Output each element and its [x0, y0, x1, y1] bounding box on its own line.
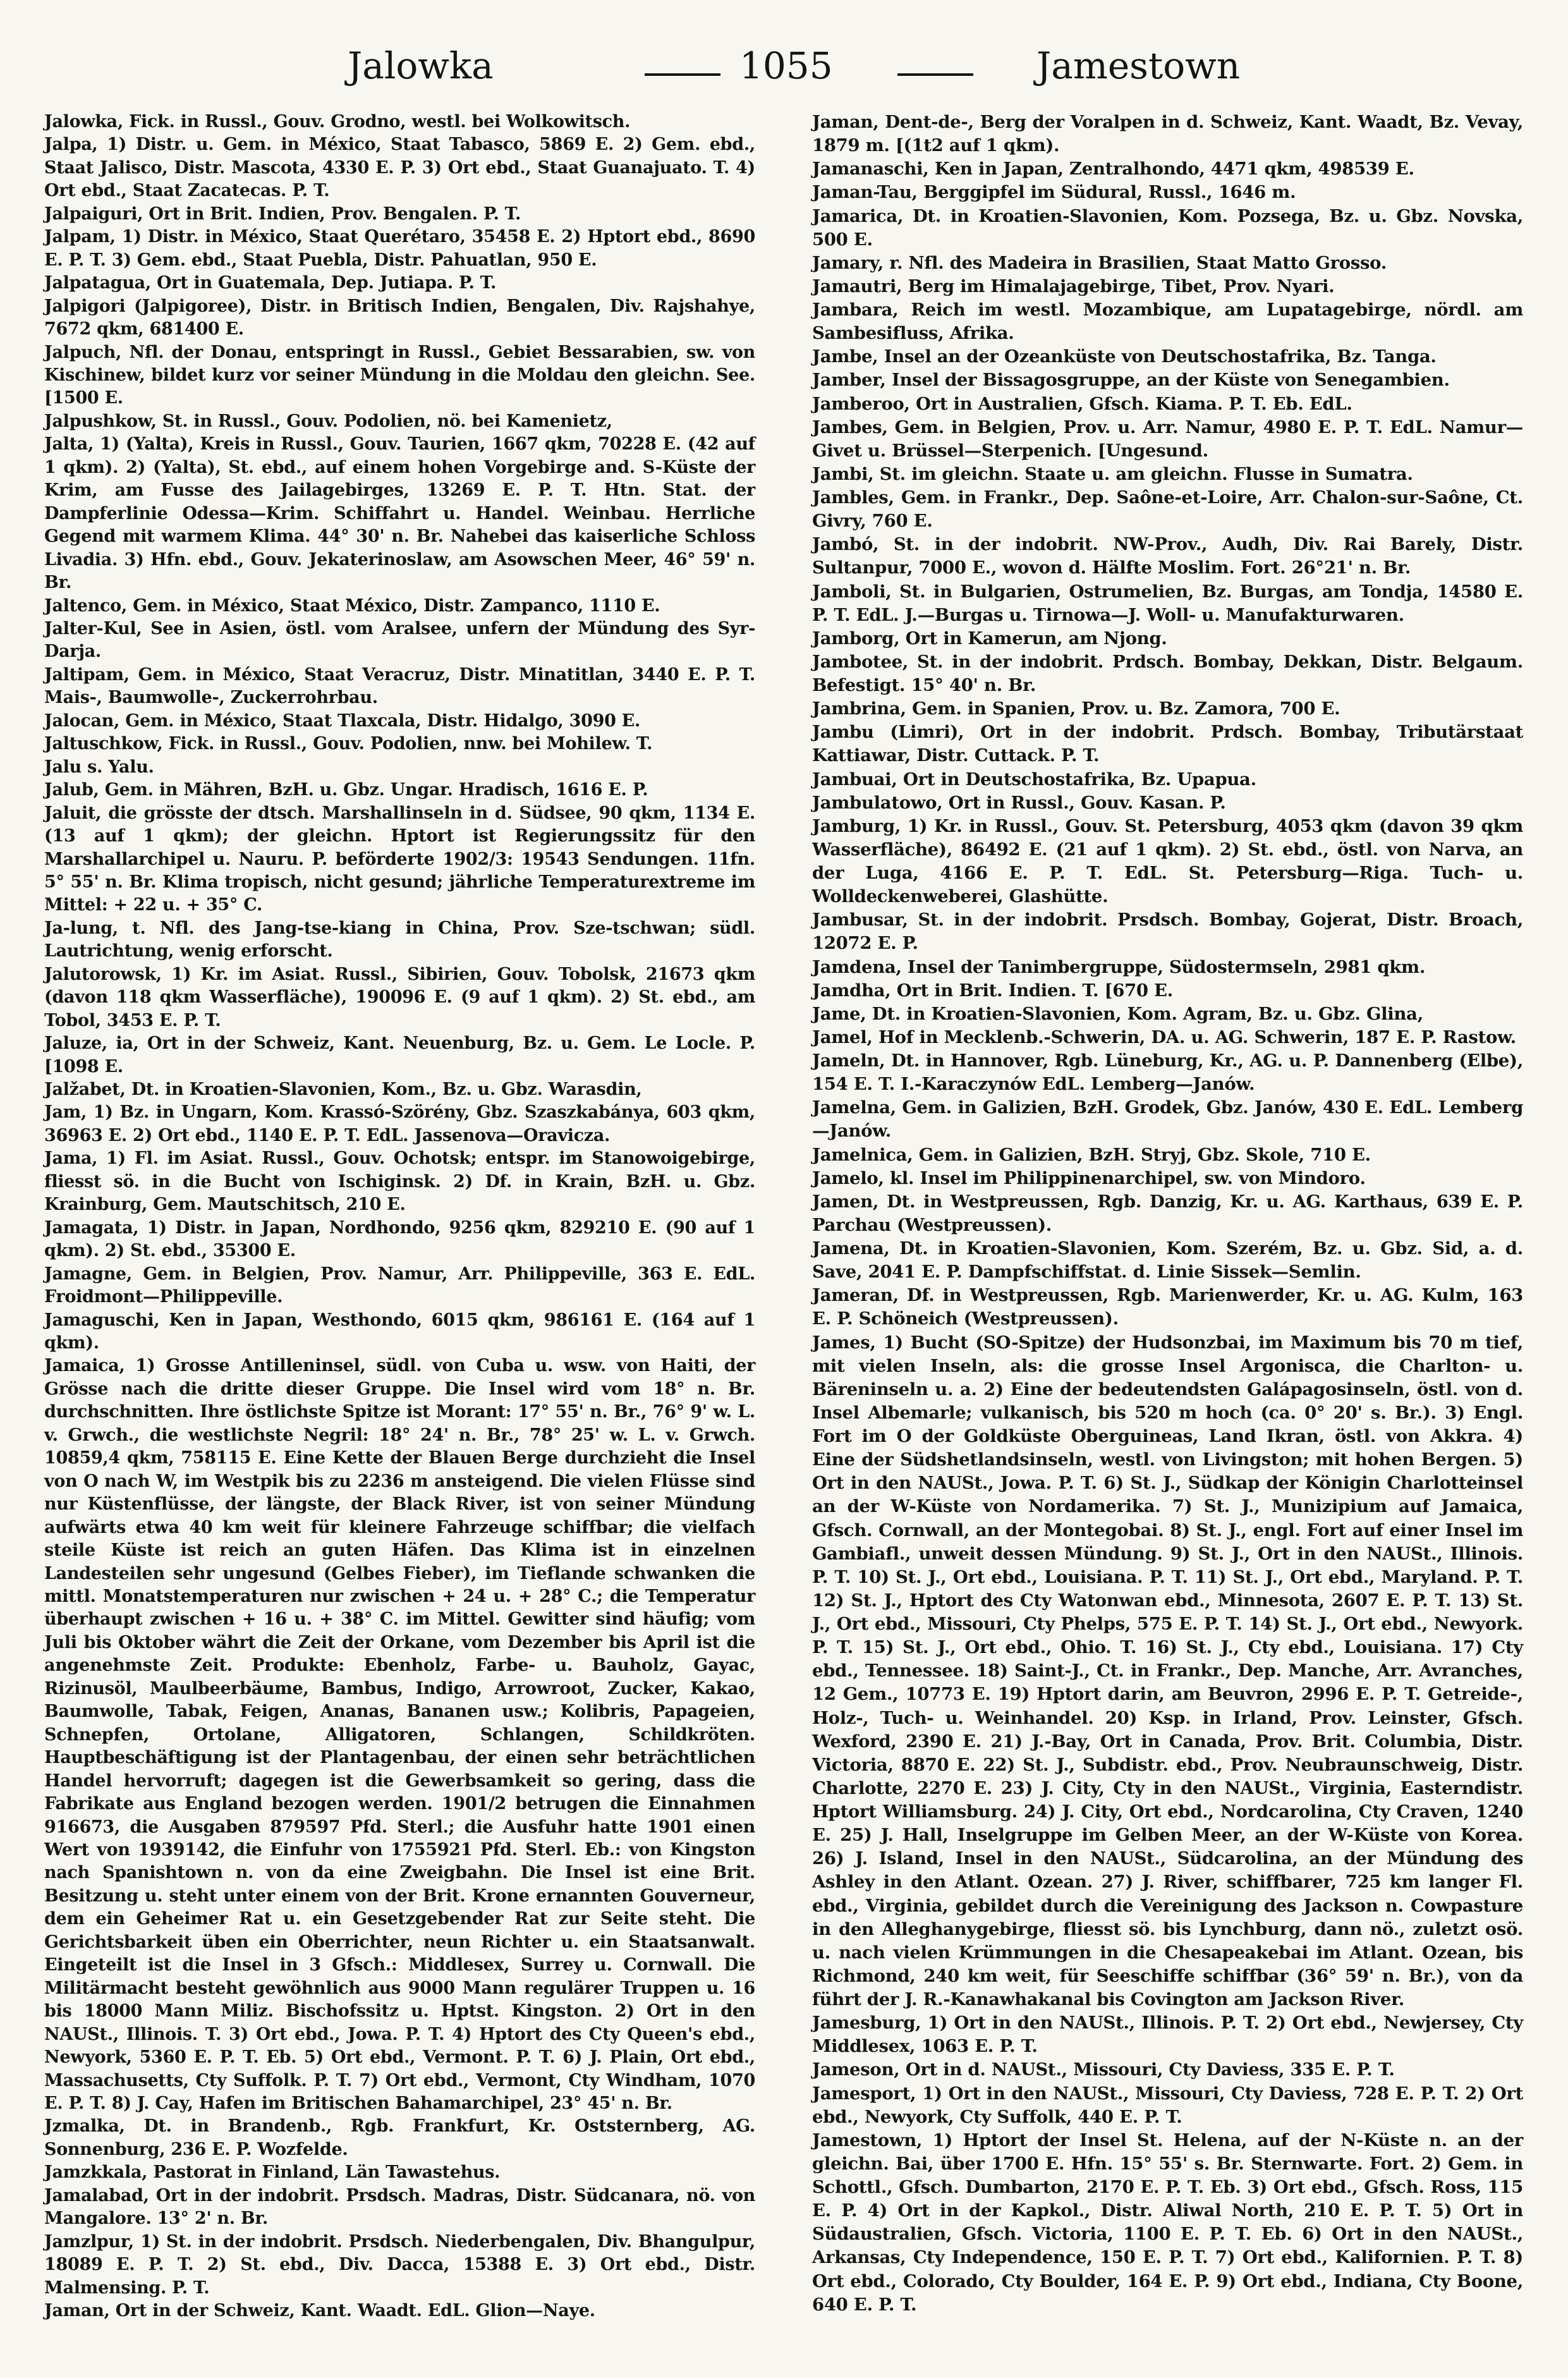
entry-text: Gem. in México, Staat Tlaxcala, Distr. Hidalgo, 3090 E.: [125, 710, 641, 731]
entry-headword: Jamalabad,: [44, 2185, 149, 2205]
entry-headword: Jamborg,: [812, 628, 900, 649]
entry-text: Reich im westl. Mozambique, am Lupatagebirge, nördl. am Sambesifluss, Afrika.: [812, 300, 1523, 344]
entry-headword: Jalpa,: [44, 135, 98, 155]
entry-text: 1) (Yalta), Kreis in Russl., Gouv. Taurien, 1667 qkm, 70228 E. (42 auf 1 qkm). 2) (Yalta), St. ebd., auf einem hohen Vorgebirge and. S-Küste der Krim, am Fusse des Jailagebirges, 13269 E. P. T. Htn. Stat. der Dampferlinie Odessa—Krim. Schiffahrt u. Handel. Weinbau. Herrliche Gegend mit warmem Klima. 44° 30' n. Br. Nahebei das kaiserliche Schloss Livadia. 3) Hfn. ebd., Gouv. Jekaterinoslaw, am Asowschen Meer, 46° 59' n. Br.: [44, 434, 755, 593]
entry-text: 1) Kr. in Russl., Gouv. St. Petersburg, 4053 qkm (davon 39 qkm Wasserfläche), 86492 E. (21 auf 1 qkm). 2) St. ebd., östl. von Narva, an der Luga, 4166 E. P. T. EdL. St. Petersburg—Riga. Tuch- u. Wolldeckenweberei, Glashütte.: [812, 815, 1523, 907]
entry-text: Ort in Russl., Gouv. Kasan. P.: [948, 792, 1226, 813]
entry-headword: Jzmalka,: [44, 2116, 125, 2137]
entry-headword: Jalu: [44, 757, 82, 777]
dictionary-entry: [44, 111, 755, 133]
dictionary-entry: [44, 2185, 755, 2231]
entry-headword: Jambrina,: [812, 698, 906, 719]
dictionary-entry: [44, 963, 755, 1032]
entry-text: Ort in Guatemala, Dep. Jutiapa. P. T.: [157, 273, 497, 293]
entry-text: 1) Fl. im Asiat. Russl., Gouv. Ochotsk; entspr. im Stanowoigebirge, fliesst sö. in die Bucht von Ischiginsk. 2) Df. in Krain, BzH. u. Gbz. Krainburg, Gem. Mautschitsch, 210 E.: [44, 1149, 755, 1215]
entry-text: St. in Russl., Gouv. Podolien, nö. bei Kamenietz,: [162, 411, 612, 431]
dictionary-entry: [44, 272, 755, 295]
entry-headword: Jambara,: [812, 300, 899, 320]
entry-headword: Jamzlpur,: [44, 2231, 134, 2252]
entry-text: Ort in d. NAUSt., Missouri, Cty Daviess, 335 E. P. T.: [905, 2059, 1395, 2080]
dictionary-entry: [812, 1190, 1523, 1237]
entry-headword: Jamdena,: [812, 956, 902, 977]
entry-headword: Jamesburg,: [812, 2013, 921, 2033]
entry-text: ia, Ort in der Schweiz, Kant. Neuenburg, Bz. u. Gem. Le Locle. P. [1098 E.: [44, 1034, 755, 1076]
entry-headword: Jaltenco,: [44, 595, 127, 616]
entry-headword: Jamel,: [812, 1027, 873, 1047]
dictionary-entry: [812, 369, 1523, 392]
entry-text: t. Nfl. des Jang-tse-kiang in China, Prov. Sze-tschwan; südl. Lautrichtung, wenig erforscht.: [44, 918, 755, 961]
entry-text: Ort in der indobrit. Prsdsch. Madras, Distr. Südcanara, nö. von Mangalore. 13° 2' n. Br.: [44, 2185, 755, 2229]
entry-headword: Jamestown,: [812, 2130, 923, 2150]
entry-text: Fick. in Russl., Gouv. Podolien, nnw. bei Mohilew. T.: [168, 734, 653, 754]
entry-headword: Jamburg,: [812, 815, 901, 836]
dictionary-entry: [44, 1078, 755, 1101]
header-dash: [897, 73, 973, 76]
dictionary-entry: [812, 2082, 1523, 2129]
dictionary-entry: [44, 1217, 755, 1263]
header-left-keyword: Jalowka: [348, 44, 494, 87]
entry-headword: Jambes,: [812, 417, 888, 437]
entry-headword: Jambusar,: [812, 910, 908, 930]
entry-headword: Jalub,: [44, 780, 99, 800]
entry-text: Ort in Australien, Gfsch. Kiama. P. T. Eb. EdL.: [915, 393, 1352, 414]
entry-text: Insel der Bissagosgruppe, an der Küste von Senegambien.: [891, 370, 1450, 391]
entry-text: 1) Bucht (SO-Spitze) der Hudsonzbai, im Maximum bis 70 m tief, mit vielen Inseln, als: die grosse Insel Argonisca, die Charlton- u. Bäreninseln u. a. 2) Eine der bedeutendsten Galápagosinseln, östl. von d. Insel Albemarle; vulkanisch, bis 520 m hoch (ca. 0° 20' s. Br.). 3) Engl. Fort im O der Goldküste Oberguineas, Land Ikran, östl. von Akkra. 4) Eine der Südshetlandsinseln, westl. von Livingston; mit hohen Bergen. 5) Ort in den NAUSt., Jowa. P. T. 6) St. J., Südkap der Königin Charlotteinsel an der W-Küste von Nordamerika. 7) St. J., Munizipium auf Jamaica, Gfsch. Cornwall, an der Montegobai. 8) St. J., engl. Fort auf einer Insel im Gambiafl., unweit dessen Mündung. 9) St. J., Ort in den NAUSt., Illinois. P. T. 10) St. J., Ort ebd., Louisiana. P. T. 11) St. J., Ort ebd., Maryland. P. T. 12) St. J., Hptort des Cty Watonwan ebd., Minnesota, 2607 E. P. T. 13) St. J., Ort ebd., Missouri, Cty Phelps, 575 E. P. T. 14) St. J., Ort ebd., Newyork. P. T. 15) St. J., Ort ebd., Ohio. T. 16) St. J., Cty ebd., Louisiana. 17) Cty ebd., Tennessee. 18) Saint-J., Ct. in Frankr., Dep. Manche, Arr. Avranches, 12 Gem., 10773 E. 19) Hptort darin, am Beuvron, 2996 E. P. T. Getreide-, Holz-, Tuch- u. Weinhandel. 20) Ksp. in Irland, Prov. Leinster, Gfsch. Wexford, 2390 E. 21) J.-Bay, Ort in Canada, Prov. Brit. Columbia, Distr. Victoria, 8870 E. 22) St. J., Subdistr. ebd., Prov. Neubraunschweig, Distr. Charlotte, 2270 E. 23) J. City, Cty in den NAUSt., Virginia, Easterndistr. Hptort Williamsburg. 24) J. City, Ort ebd., Nordcarolina, Cty Craven, 1240 E. 25) J. Hall, Inselgruppe im Gelben Meer, an der W-Küste von Korea. 26) J. Island, Insel in den NAUSt., Südcarolina, an der Mündung des Ashley in den Atlant. Ozean. 27) J. River, schiffbarer, 725 km langer Fl. ebd., Virginia, gebildet durch die Vereinigung des Jackson n. Cowpasture in den Alleghanygebirge, fliesst sö. bis Lynchburg, dann nö., zuletzt osö. u. nach vielen Krümmungen in die Chesapeakebai im Atlant. Ozean, bis Richmond, 240 km weit, für Seeschiffe schiffbar (36° 59' n. Br.), von da führt der J. R.-Kanawhakanal bis Covington am Jackson River.: [812, 1332, 1523, 2009]
entry-text: Ort in Brit. Indien. T. [670 E.: [896, 980, 1173, 1001]
entry-text: Distr. in Britisch Indien, Bengalen, Div. Rajshahye, 7672 qkm, 681400 E.: [44, 296, 755, 339]
entry-headword: Jameson,: [812, 2059, 900, 2080]
entry-headword: Jaluit,: [44, 803, 102, 823]
entry-headword: Jaman,: [812, 112, 879, 132]
entry-text: Insel der Tanimbergruppe, Südostermseln, 2981 qkm.: [907, 956, 1426, 977]
entry-headword: Jamagne,: [44, 1264, 133, 1284]
entry-headword: Jambe,: [812, 346, 878, 367]
dictionary-entry: [44, 203, 755, 226]
entry-text: Gem. in Galizien, BzH. Stryj, Gbz. Skole, 710 E.: [918, 1144, 1371, 1165]
entry-text: 1) Ort in den NAUSt., Missouri, Cty Daviess, 728 E. P. T. 2) Ort ebd., Newyork, Cty Suffolk, 440 E. P. T.: [812, 2083, 1523, 2127]
page-header: [76, 44, 1492, 101]
entry-text: St. in Bulgarien, Ostrumelien, Bz. Burgas, am Tondja, 14580 E. P. T. EdL. J.—Burgas u. Tirnowa—J. Woll- u. Manufakturwaren.: [812, 581, 1523, 625]
dictionary-entry: [44, 802, 755, 917]
entry-text: Dt. in Westpreussen, Rgb. Danzig, Kr. u. AG. Karthaus, 639 E. P. Parchau (Westpreussen).: [812, 1191, 1524, 1235]
entry-text: 1) Distr. u. Gem. in México, Staat Tabasco, 5869 E. 2) Gem. ebd., Staat Jalisco, Distr. Mascota, 4330 E. P. 3) Ort ebd., Staat Guanajuato. T. 4) Ort ebd., Staat Zacatecas. P. T.: [44, 135, 755, 201]
entry-text: St. in der indobrit. Prdsch. Bombay, Dekkan, Distr. Belgaum. Befestigt. 15° 40' n. Br.: [812, 651, 1523, 695]
entry-text: 1) Ort in den NAUSt., Illinois. P. T. 2) Ort ebd., Newjersey, Cty Middlesex, 1063 E. P. T.: [812, 2013, 1523, 2057]
dictionary-entry: [812, 721, 1523, 767]
entry-headword: Jambi,: [812, 463, 874, 484]
entry-text: Hof in Mecklenb.-Schwerin, DA. u. AG. Schwerin, 187 E. P. Rastow.: [878, 1027, 1516, 1047]
entry-text: Dt. in Hannover, Rgb. Lüneburg, Kr., AG. u. P. Dannenberg (Elbe), 154 E. T. I.-Karaczynów EdL. Lemberg—Janów.: [812, 1051, 1523, 1095]
dictionary-entry: [44, 2300, 755, 2322]
entry-text: Gem. in Frankr., Dep. Saône-et-Loire, Arr. Chalon-sur-Saône, Ct. Givry, 760 E.: [812, 487, 1523, 532]
entry-text: Gem. in Mähren, BzH. u. Gbz. Ungar. Hradisch, 1616 E. P.: [104, 780, 648, 800]
entry-text: 1) Kr. im Asiat. Russl., Sibirien, Gouv. Tobolsk, 21673 qkm (davon 118 qkm Wasserfläche), 190096 E. (9 auf 1 qkm). 2) St. ebd., am Tobol, 3453 E. P. T.: [44, 964, 755, 1030]
entry-headword: Jalowka,: [44, 112, 123, 131]
entry-headword: Jamelo,: [812, 1168, 884, 1188]
entry-text: Berggipfel im Südural, Russl., 1646 m.: [923, 182, 1296, 203]
entry-headword: Jaman-Tau,: [812, 182, 918, 203]
entry-headword: Jamaguschi,: [44, 1310, 160, 1330]
entry-headword: Jamesport,: [812, 2083, 916, 2104]
dictionary-entry: [44, 433, 755, 594]
entry-text: Gem. in México, Staat Veracruz, Distr. Minatitlan, 3440 E. P. T. Mais-, Baumwolle-, Zuckerrohrbau.: [44, 664, 755, 708]
dictionary-entry: [44, 756, 755, 779]
entry-text: Fick. in Russl., Gouv. Grodno, westl. bei Wolkowitsch.: [129, 112, 631, 131]
entry-text: Ort in der Schweiz, Kant. Waadt. EdL. Glion—Naye.: [115, 2301, 595, 2321]
dictionary-entry: [812, 1284, 1523, 1331]
dictionary-entry: [812, 463, 1523, 486]
entry-text: die grösste der dtsch. Marshallinseln in d. Südsee, 90 qkm, 1134 E. (13 auf 1 qkm); der gleichn. Hptort ist Regierungssitz für den Marshallarchipel u. Nauru. P. beförderte 1902/3: 19543 Sendungen. 11fn. 5° 55' n. Br. Klima tropisch, nicht gesund; jährliche Temperaturextreme im Mittel: + 22 u. + 35° C.: [44, 803, 755, 915]
entry-headword: Jaman,: [44, 2301, 110, 2321]
dictionary-entry: [812, 979, 1523, 1003]
entry-text: Gem. in Spanien, Prov. u. Bz. Zamora, 700 E.: [912, 698, 1340, 719]
entry-headword: Jamary,: [812, 252, 884, 273]
dictionary-entry: [44, 733, 755, 755]
dictionary-entry: [44, 1355, 755, 2115]
entry-text: St. im gleichn. Staate u. am gleichn. Flusse in Sumatra.: [879, 463, 1413, 484]
entry-headword: Jalpaiguri,: [44, 204, 143, 224]
entry-headword: Jambuai,: [812, 769, 897, 790]
entry-headword: Jam,: [44, 1102, 87, 1123]
entry-text: Ort in Brit. Indien, Prov. Bengalen. P. T.: [149, 204, 521, 224]
dictionary-entry: [812, 1096, 1523, 1143]
entry-headword: Jamdha,: [812, 980, 891, 1001]
entry-text: Nfl. der Donau, entspringt in Russl., Gebiet Bessarabien, sw. von Kischinew, bildet kurz vor seiner Mündung in die Moldau den gleichn. See. [1500 E.: [44, 342, 755, 408]
dictionary-entry: [812, 908, 1523, 955]
entry-headword: Jambó,: [812, 534, 879, 555]
entry-headword: Jalpuch,: [44, 342, 122, 362]
dictionary-entry: [44, 341, 755, 410]
entry-text: Gem. in México, Staat México, Distr. Zampanco, 1110 E.: [133, 595, 660, 616]
entry-headword: Jame,: [812, 1003, 866, 1024]
entry-headword: Jalter-Kul,: [44, 618, 142, 638]
entry-headword: Jambles,: [812, 487, 894, 508]
entry-headword: Jameran,: [812, 1285, 899, 1306]
entry-headword: Jaltuschkow,: [44, 734, 163, 754]
dictionary-entry: [44, 710, 755, 733]
entry-headword: Jambulatowo,: [812, 792, 943, 813]
entry-headword: Jamboli,: [812, 581, 892, 602]
dictionary-entry: [812, 533, 1523, 580]
left-column: [44, 111, 755, 2323]
dictionary-entry: [812, 627, 1523, 650]
entry-headword: Jalpam,: [44, 227, 116, 247]
entry-text: 1) Distr. in México, Staat Querétaro, 35458 E. 2) Hptort ebd., 8690 E. P. T. 3) Gem. ebd., Staat Puebla, Distr. Pahuatlan, 950 E.: [44, 227, 755, 270]
entry-headword: Jamarica,: [812, 205, 904, 226]
entry-headword: Jamber,: [812, 370, 886, 391]
entry-text: 1) Distr. in Japan, Nordhondo, 9256 qkm, 829210 E. (90 auf 1 qkm). 2) St. ebd., 35300 E.: [44, 1217, 755, 1261]
entry-text: St. in der indobrit. NW-Prov., Audh, Div. Rai Barely, Distr. Sultanpur, 7000 E., wovon d. Hälfte Moslim. Fort. 26°21' n. Br.: [812, 534, 1523, 578]
dictionary-entry: [812, 1143, 1523, 1167]
entry-text: Ken in Japan, Westhondo, 6015 qkm, 986161 E. (164 auf 1 qkm).: [44, 1310, 755, 1353]
header-dash: [645, 73, 720, 76]
entry-text: Ken in Japan, Zentralhondo, 4471 qkm, 498539 E.: [934, 159, 1414, 180]
entry-text: Dent-de-, Berg der Voralpen in d. Schweiz, Kant. Waadt, Bz. Vevay, 1879 m. [(1t2 auf 1 qkm).: [812, 112, 1523, 156]
dictionary-entry: [812, 252, 1523, 275]
dictionary-entry: [812, 1237, 1523, 1284]
dictionary-entry: [812, 2058, 1523, 2082]
page-number: 1055: [739, 44, 833, 87]
entry-headword: Jamautri,: [812, 276, 903, 296]
entry-text: s. Yalu.: [87, 757, 154, 777]
entry-headword: Jalocan,: [44, 710, 120, 731]
entry-headword: Jambotee,: [812, 651, 909, 672]
dictionary-entry: [44, 295, 755, 341]
entry-headword: Jamagata,: [44, 1217, 139, 1238]
dictionary-entry: [812, 697, 1523, 721]
entry-headword: Jamzkkala,: [44, 2162, 148, 2183]
entry-headword: Jamena,: [812, 1238, 890, 1259]
entry-text: Ort in der indobrit. Prdsch. Bombay, Tributärstaat Kattiawar, Distr. Cuttack. P. T.: [812, 722, 1524, 766]
dictionary-entry: [44, 1101, 755, 1147]
dictionary-entry: [44, 618, 755, 664]
entry-headword: Jamelna,: [812, 1097, 896, 1118]
dictionary-entry: [812, 580, 1523, 627]
dictionary-entry: [812, 205, 1523, 252]
entry-headword: Jamaica,: [44, 1356, 125, 1376]
dictionary-entry: [44, 2161, 755, 2184]
header-right-keyword: Jamestown: [1036, 44, 1241, 87]
dictionary-entry: [812, 815, 1523, 909]
dictionary-entry: [44, 226, 755, 272]
dictionary-entry: [812, 416, 1523, 463]
entry-headword: Ja-lung,: [44, 918, 118, 938]
entry-headword: Jamen,: [812, 1191, 879, 1212]
entry-text: Dt. in Kroatien-Slavonien, Kom. Szerém, Bz. u. Gbz. Sid, a. d. Save, 2041 E. P. Dampfschiffstat. d. Linie Sissek—Semlin.: [812, 1238, 1523, 1283]
dictionary-entry: [812, 2011, 1523, 2058]
entry-headword: Jamberoo,: [812, 393, 910, 414]
entry-headword: Jamanaschi,: [812, 159, 929, 180]
dictionary-entry: [44, 1263, 755, 1309]
dictionary-entry: [812, 2129, 1523, 2317]
dictionary-entry: [812, 1026, 1523, 1049]
entry-text: Gem. in Belgien, Prov. u. Arr. Namur, 4980 E. P. T. EdL. Namur—Givet u. Brüssel—Sterpenich. [Ungesund.: [812, 417, 1523, 461]
dictionary-entry: [812, 1331, 1523, 2012]
dictionary-entry: [812, 486, 1523, 533]
dictionary-entry: [44, 779, 755, 802]
entry-text: Pastorat in Finland, Län Tawastehus.: [153, 2162, 501, 2183]
entry-headword: Jaltipam,: [44, 664, 130, 685]
entry-text: Berg im Himalajagebirge, Tibet, Prov. Nyari.: [908, 276, 1335, 296]
entry-headword: Jama,: [44, 1149, 98, 1169]
entry-text: Gem. in Belgien, Prov. Namur, Arr. Philippeville, 363 E. EdL. Froidmont—Philippeville.: [44, 1264, 755, 1307]
dictionary-entry: [44, 664, 755, 710]
entry-headword: Jalpatagua,: [44, 273, 151, 293]
entry-text: 1) St. in der indobrit. Prsdsch. Niederbengalen, Div. Bhangulpur, 18089 E. P. T. 2) St. ebd., Div. Dacca, 15388 E. 3) Ort ebd., Distr. Malmensing. P. T.: [44, 2231, 755, 2298]
dictionary-entry: [44, 1032, 755, 1078]
dictionary-entry: [812, 956, 1523, 979]
entry-text: Dt. in Kroatien-Slavonien, Kom. Agram, Bz. u. Gbz. Glina,: [872, 1003, 1423, 1024]
dictionary-entry: [44, 2231, 755, 2300]
dictionary-entry: [812, 650, 1523, 697]
entry-headword: Jalutorowsk,: [44, 964, 162, 984]
entry-headword: Jameln,: [812, 1051, 885, 1071]
dictionary-entry: [812, 275, 1523, 298]
entry-text: Dt. in Brandenb., Rgb. Frankfurt, Kr. Oststernberg, AG. Sonnenburg, 236 E. P. Wozfelde.: [44, 2116, 755, 2159]
dictionary-entry: [812, 157, 1523, 181]
dictionary-entry: [812, 791, 1523, 815]
dictionary-entry: [44, 410, 755, 433]
entry-headword: Jambu (Limri),: [812, 722, 964, 743]
entry-text: kl. Insel im Philippinenarchipel, sw. von Mindoro.: [889, 1168, 1366, 1188]
entry-text: 1) Bz. in Ungarn, Kom. Krassó-Szörény, Gbz. Szaszkabánya, 603 qkm, 36963 E. 2) Ort ebd., 1140 E. P. T. EdL. Jassenova—Oravicza.: [44, 1102, 755, 1145]
entry-headword: Jaluze,: [44, 1034, 107, 1054]
right-column: [812, 111, 1523, 2317]
entry-headword: Jamelnica,: [812, 1144, 913, 1165]
dictionary-entry: [812, 1003, 1523, 1026]
entry-headword: Jalpigori (Jalpigoree),: [44, 296, 252, 316]
dictionary-entry: [44, 133, 755, 202]
entry-text: See in Asien, östl. vom Aralsee, unfern der Mündung des Syr-Darja.: [44, 618, 755, 662]
entry-text: St. in der indobrit. Prsdsch. Bombay, Gojerat, Distr. Broach, 12072 E. P.: [812, 910, 1523, 954]
entry-text: Dt. in Kroatien-Slavonien, Kom. Pozsega, Bz. u. Gbz. Novska, 500 E.: [812, 205, 1523, 250]
entry-headword: Jalpushkow,: [44, 411, 157, 431]
dictionary-entry: [812, 111, 1523, 157]
dictionary-entry: [44, 595, 755, 618]
entry-text: Gem. in Galizien, BzH. Grodek, Gbz. Janów, 430 E. EdL. Lemberg—Janów.: [812, 1097, 1523, 1142]
entry-headword: James,: [812, 1332, 876, 1353]
dictionary-entry: [812, 1049, 1523, 1096]
entry-text: 1) Grosse Antilleninsel, südl. von Cuba u. wsw. von Haiti, der Grösse nach die dritte dieser Gruppe. Die Insel wird vom 18° n. Br. durchschnitten. Ihre östlichste Spitze ist Morant: 17° 55' n. Br., 76° 9' w. L. v. Grwch., die westlichste Negril: 18° 24' n. Br., 78° 25' w. L. v. Grwch. 10859,4 qkm, 758115 E. Eine Kette der Blauen Berge durchzieht die Insel von O nach W, im Westpik bis zu 2236 m ansteigend. Die vielen Flüsse sind nur Küstenflüsse, der längste, der Black River, ist von seiner Mündung aufwärts etwa 40 km weit für kleinere Fahrzeuge schiffbar; die vielfach steile Küste ist reich an guten Häfen. Das Klima ist in einzelnen Landesteilen sehr ungesund (Gelbes Fieber), im Tieflande schwanken die mittl. Monatstemperaturen nur zwischen + 24 u. + 28° C.; die Temperatur überhaupt zwischen + 16 u. + 38° C. im Mittel. Gewitter sind häufig; vom Juli bis Oktober währt die Zeit der Orkane, vom Dezember bis April ist die angenehmste Zeit. Produkte: Ebenholz, Farbe- u. Bauholz, Gayac, Rizinusöl, Maulbeerbäume, Bambus, Indigo, Arrowroot, Zucker, Kakao, Baumwolle, Tabak, Feigen, Ananas, Bananen usw.; Kolibris, Papageien, Schnepfen, Ortolane, Alligatoren, Schlangen, Schildkröten. Hauptbeschäftigung ist der Plantagenbau, der einen sehr beträchtlichen Handel hervorruft; dagegen ist die Gewerbsamkeit so gering, dass die Fabrikate aus England bezogen werden. 1901/2 betrugen die Einnahmen 916673, die Ausgaben 879597 Pfd. Sterl.; die Ausfuhr hatte 1901 einen Wert von 1939142, die Einfuhr von 1755921 Pfd. Sterl. Eb.: von Kingston nach Spanishtown n. von da eine Zweigbahn. Die Insel ist eine Brit. Besitzung u. steht unter einem von der Brit. Krone ernannten Gouverneur, dem ein Geheimer Rat u. ein Gesetzgebender Rat zur Seite steht. Die Gerichtsbarkeit üben ein Oberrichter, neun Richter u. ein Staatsanwalt. Eingeteilt ist die Insel in 3 Gfsch.: Middlesex, Surrey u. Cornwall. Die Militärmacht besteht gewöhnlich aus 9000 Mann regulärer Truppen u. 16 bis 18000 Mann Miliz. Bischofssitz u. Hptst. Kingston. 2) Ort in den NAUSt., Illinois. T. 3) Ort ebd., Jowa. P. T. 4) Hptort des Cty Queen's ebd., Newyork, 5360 E. P. T. Eb. 5) Ort ebd., Vermont. P. T. 6) J. Plain, Ort ebd., Massachusetts, Cty Suffolk. P. T. 7) Ort ebd., Vermont, Cty Windham, 1070 E. P. T. 8) J. Cay, Hafen im Britischen Bahamarchipel, 23° 45' n. Br.: [44, 1356, 755, 2113]
dictionary-entry: [812, 345, 1523, 369]
entry-text: r. Nfl. des Madeira in Brasilien, Staat Matto Grosso.: [889, 252, 1387, 273]
dictionary-entry: [812, 768, 1523, 791]
entry-text: 1) Hptort der Insel St. Helena, auf der N-Küste n. an der gleichn. Bai, über 1700 E. Hfn. 15° 55' s. Br. Sternwarte. Fort. 2) Gem. in Schottl., Gfsch. Dumbarton, 2170 E. P. T. Eb. 3) Ort ebd., Gfsch. Ross, 115 E. P. 4) Ort in der Kapkol., Distr. Aliwal North, 210 E. P. T. 5) Ort in Südaustralien, Gfsch. Victoria, 1100 E. P. T. Eb. 6) Ort in den NAUSt., Arkansas, Cty Independence, 150 E. P. T. 7) Ort ebd., Kalifornien. P. T. 8) Ort ebd., Colorado, Cty Boulder, 164 E. P. 9) Ort ebd., Indiana, Cty Boone, 640 E. P. T.: [812, 2130, 1523, 2315]
entry-text: Ort in Deutschostafrika, Bz. Upapua.: [903, 769, 1256, 790]
dictionary-entry: [812, 181, 1523, 204]
dictionary-entry: [812, 298, 1523, 345]
entry-headword: Jalta,: [44, 434, 94, 454]
entry-text: Df. in Westpreussen, Rgb. Marienwerder, Kr. u. AG. Kulm, 163 E. P. Schöneich (Westpreussen).: [812, 1285, 1523, 1329]
dictionary-entry: [44, 1147, 755, 1216]
dictionary-entry: [44, 1309, 755, 1355]
entry-text: Insel an der Ozeanküste von Deutschostafrika, Bz. Tanga.: [884, 346, 1437, 367]
entry-text: Ort in Kamerun, am Njong.: [905, 628, 1167, 649]
entry-headword: Jalžabet,: [44, 1080, 126, 1100]
entry-text: Dt. in Kroatien-Slavonien, Kom., Bz. u. Gbz. Warasdin,: [131, 1080, 642, 1100]
dictionary-entry: [812, 393, 1523, 416]
dictionary-entry: [44, 2115, 755, 2161]
dictionary-entry: [44, 917, 755, 963]
dictionary-entry: [812, 1167, 1523, 1190]
